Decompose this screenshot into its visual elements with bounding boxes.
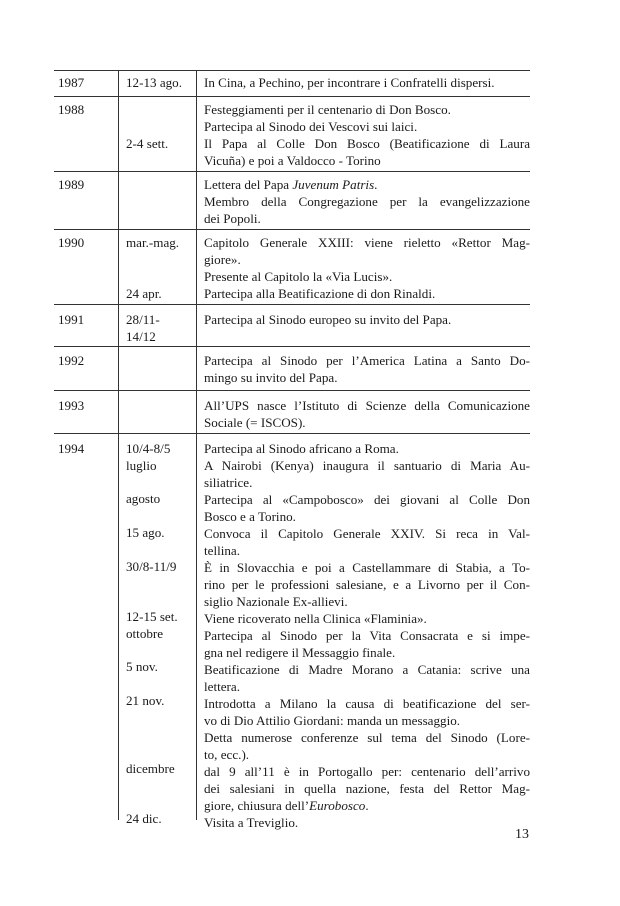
date-cell: agosto xyxy=(126,491,161,506)
row-divider xyxy=(54,304,530,305)
table-row xyxy=(54,352,530,392)
year-cell: 1992 xyxy=(58,353,85,368)
row-divider xyxy=(54,171,530,172)
date-cell: 10/4-8/5 xyxy=(126,441,171,456)
year-cell: 1991 xyxy=(58,312,85,327)
event-cell: Partecipa al Sinodo per l’America Latina a Santo Do- mingo su invito del Papa. xyxy=(204,353,530,385)
column-rule xyxy=(118,70,119,820)
year-cell: 1989 xyxy=(58,177,85,192)
date-cell: 2-4 sett. xyxy=(126,136,169,151)
date-cell: 24 dic. xyxy=(126,811,162,826)
table-row xyxy=(54,74,530,98)
date-cell: 15 ago. xyxy=(126,525,165,540)
table-row xyxy=(54,311,530,349)
table-row xyxy=(54,176,530,232)
event-cell: Capitolo Generale XXIII: viene rieletto «Rettor Mag- giore». Presente al Capitolo la «Via Lucis». Partecipa alla Beatificazione di don Rinaldi. xyxy=(204,235,530,301)
date-cell: 28/11- xyxy=(126,312,160,327)
row-divider xyxy=(54,229,530,230)
year-cell: 1994 xyxy=(58,441,85,456)
page-number: 13 xyxy=(515,827,529,842)
date-cell: 24 apr. xyxy=(126,286,162,301)
date-cell: ottobre xyxy=(126,626,164,641)
year-cell: 1988 xyxy=(58,102,85,117)
publication-title: Eurobosco xyxy=(309,798,366,813)
table-row xyxy=(54,440,530,830)
event-cell: Festeggiamenti per il centenario di Don Bosco. Partecipa al Sinodo dei Vescovi sui laici. Il Papa al Colle Don Bosco (Beatificazione di Laura Vicuña) e poi a Valdocco - Torino xyxy=(204,102,530,168)
table-row xyxy=(54,234,530,306)
row-divider xyxy=(54,433,530,434)
date-cell: 12-13 ago. xyxy=(126,75,183,90)
date-cell: 14/12 xyxy=(126,329,156,344)
date-cell: mar.-mag. xyxy=(126,235,180,250)
event-cell: Partecipa al Sinodo europeo su invito del Papa. xyxy=(204,312,452,327)
table-row xyxy=(54,101,530,173)
event-cell: In Cina, a Pechino, per incontrare i Confratelli dispersi. xyxy=(204,75,495,90)
year-cell: 1993 xyxy=(58,398,85,413)
column-rule xyxy=(196,70,197,820)
row-divider xyxy=(54,390,530,391)
date-cell: dicembre xyxy=(126,761,175,776)
row-divider xyxy=(54,346,530,347)
table-top-rule xyxy=(54,70,530,71)
table-row xyxy=(54,397,530,437)
row-divider xyxy=(54,96,530,97)
event-cell: Partecipa al Sinodo africano a Roma. A Nairobi (Kenya) inaugura il santuario di Maria Au- siliatrice. Partecipa al «Campobosco» dei giovani al Colle Don Bosco e a Torino. Convoca il Capitolo Generale XXIV. Si reca in Val- tellina. È in Slovacchia e poi a Castellammare di Stabia, a To- rino per le professioni salesiane, e a Livorno per il Con- siglio Nazionale Ex-allievi. Viene ricoverato nella Clinica «Flaminia». Partecipa al Sinodo per la Vita Consacrata e si impe- gna nel redigere il Messaggio finale. Beatificazione di Madre Morano a Catania: scrive una lettera. Introdotta a Milano la causa di beatificazione del ser- vo di Dio Attilio Giordani: manda un messaggio. Detta numerose conferenze sul tema del Sinodo (Lore- to, ecc.). dal 9 all’11 è in Portogallo per: centenario dell’arrivo dei salesiani in quella nazione, festa del Rettor Mag- giore, chiusura dell’Eurobosco. Visita a Treviglio. xyxy=(204,441,530,830)
event-cell: All’UPS nasce l’Istituto di Scienze della Comunicazione Sociale (= ISCOS). xyxy=(204,398,530,430)
date-cell: 21 nov. xyxy=(126,693,165,708)
date-cell: luglio xyxy=(126,458,157,473)
year-cell: 1987 xyxy=(58,75,85,90)
date-cell: 5 nov. xyxy=(126,659,158,674)
date-cell: 30/8-11/9 xyxy=(126,559,177,574)
document-title: Juvenum Patris xyxy=(292,177,375,192)
year-cell: 1990 xyxy=(58,235,85,250)
date-cell: 12-15 set. xyxy=(126,609,178,624)
event-cell: Lettera del Papa Juvenum Patris. Membro della Congregazione per la evangelizzazione dei Popoli. xyxy=(204,177,530,226)
